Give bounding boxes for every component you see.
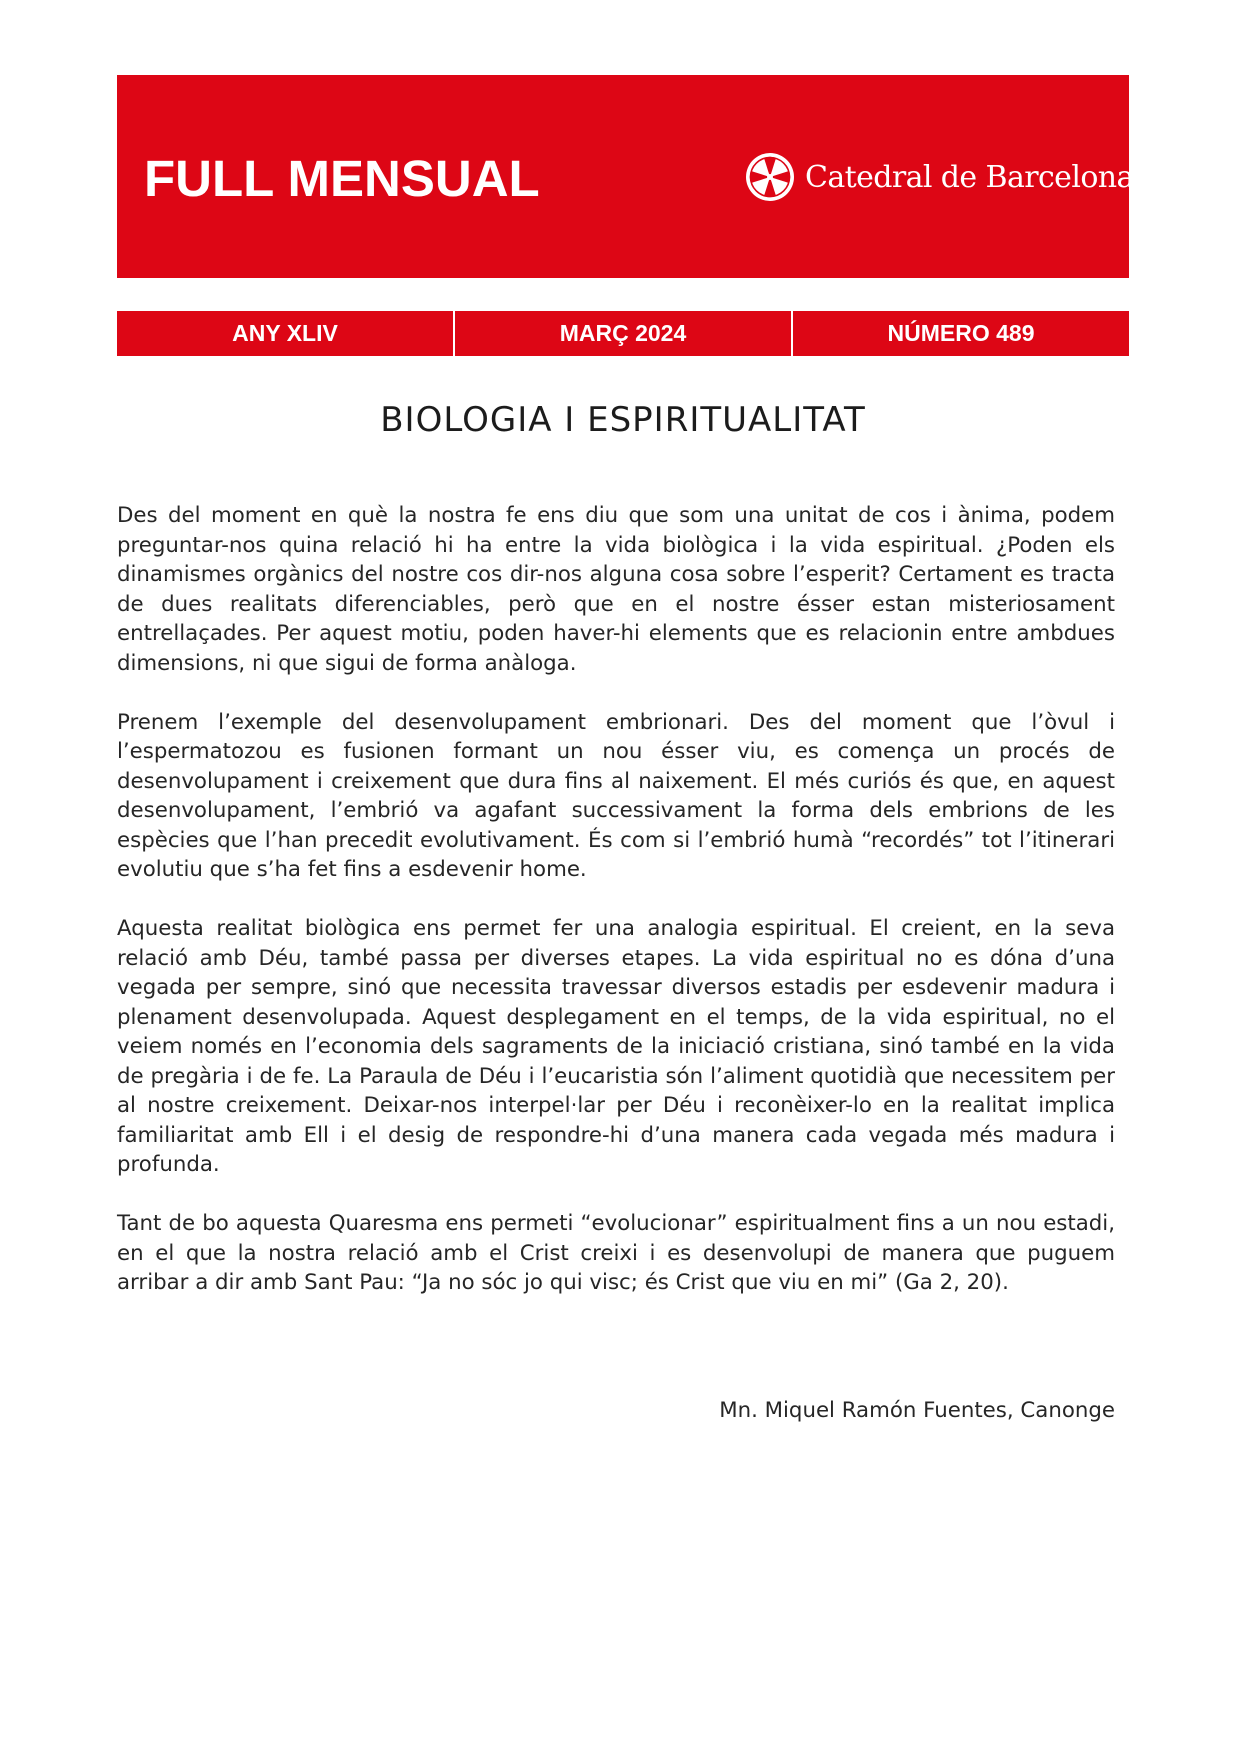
issue-number: NÚMERO 489 xyxy=(791,311,1129,356)
article-body xyxy=(117,501,1115,1327)
cathedral-logo xyxy=(745,147,1134,207)
article-paragraph-2: Prenem l’exemple del desenvolupament embrionari. Des del moment que l’òvul i l’espermatozou es fusionen formant un nou ésser viu, es comença un procés de desenvolupament i creixement que dura fins al naixement. El més curiós és que, en aquest desenvolupament, l’embrió va agafant successivament la forma dels embrions de les espècies que l’han precedit evolutivament. És com si l’embrió humà “recordés” tot l’itinerari evolutiu que s’ha fet fins a esdevenir home. xyxy=(117,709,1115,882)
issue-year: ANY XLIV xyxy=(117,311,453,356)
article-paragraph-4: Tant de bo aquesta Quaresma ens permeti “evolucionar” espiritualment fins a un nou estadi, en el que la nostra relació amb el Crist creixi i es desenvolupi de manera que puguem arribar a dir amb Sant Pau: “Ja no sóc jo qui visc; és Crist que viu en mi” (Ga 2, 20). xyxy=(117,1211,1115,1295)
issue-info-bar xyxy=(117,311,1129,356)
masthead xyxy=(117,75,1134,278)
cathedral-logo-text: Catedral de Barcelona xyxy=(805,159,1134,195)
issue-date: MARÇ 2024 xyxy=(453,311,791,356)
masthead-title: FULL MENSUAL xyxy=(144,150,540,207)
article-title: BIOLOGIA I ESPIRITUALITAT xyxy=(380,400,866,440)
article-paragraph-3: Aquesta realitat biològica ens permet fer una analogia espiritual. El creient, en la seva relació amb Déu, també passa per diverses etapes. La vida espiritual no es dóna d’una vegada per sempre, sinó que necessita travessar diversos estadis per esdevenir madura i plenament desenvolupada. Aquest desplegament en el temps, de la vida espiritual, no el veiem només en l’economia dels sagraments de la iniciació cristiana, sinó també en la vida de pregària i de fe. La Paraula de Déu i l’eucaristia són l’aliment quotidià que necessitem per al nostre creixement. Deixar-nos interpel·lar per Déu i reconèixer-lo en la realitat implica familiaritat amb Ell i el desig de respondre-hi d’una manera cada vegada més madura i profunda. xyxy=(117,916,1115,1177)
cathedral-cross-emblem-icon xyxy=(745,152,795,202)
author-signature: Mn. Miquel Ramón Fuentes, Canonge xyxy=(719,1398,1115,1423)
article-paragraph-1: Des del moment en què la nostra fe ens diu que som una unitat de cos i ànima, podem preguntar-nos quina relació hi ha entre la vida biològica i la vida espiritual. ¿Poden els dinamismes orgànics del nostre cos dir-nos alguna cosa sobre l’esperit? Certament es tracta de dues realitats diferenciables, però que en el nostre ésser estan misteriosament entrellaçades. Per aquest motiu, poden haver-hi elements que es relacionin entre ambdues dimensions, ni que sigui de forma anàloga. xyxy=(117,503,1115,676)
